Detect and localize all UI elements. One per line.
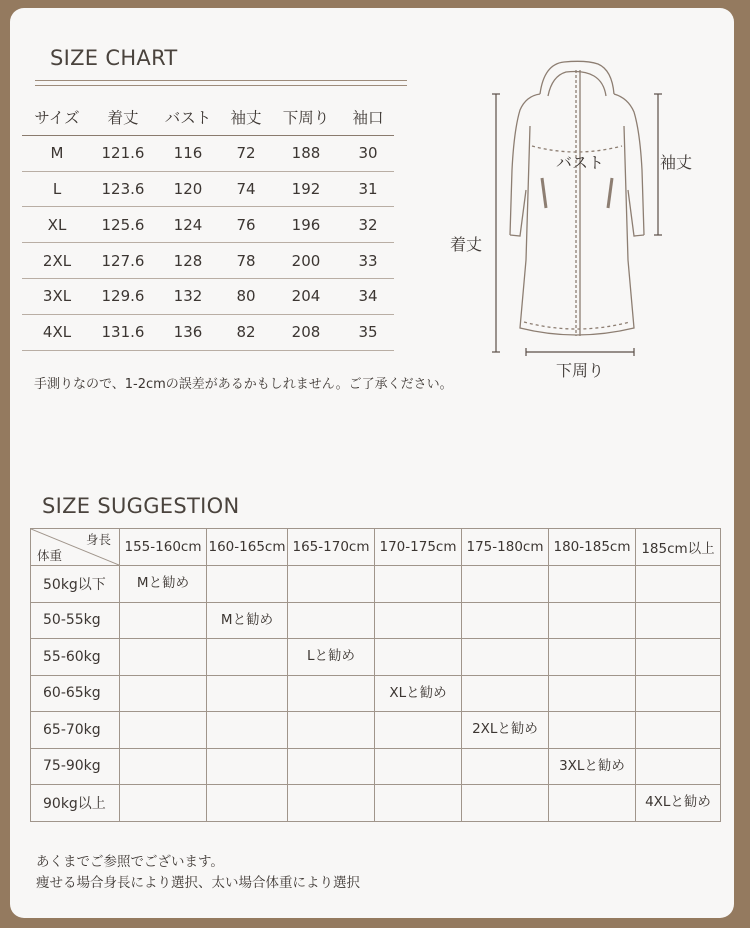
empty-cell <box>636 566 721 603</box>
size-chart-header-cell: サイズ <box>22 100 92 135</box>
empty-cell <box>207 712 288 749</box>
measurement-cell: 125.6 <box>92 207 154 243</box>
empty-cell <box>549 785 636 822</box>
empty-cell <box>120 712 207 749</box>
empty-cell <box>462 785 549 822</box>
empty-cell <box>462 748 549 785</box>
sleeve-length-label: 袖丈 <box>660 153 693 172</box>
empty-cell <box>549 602 636 639</box>
empty-cell <box>288 602 375 639</box>
empty-cell <box>375 712 462 749</box>
measurement-note: 手測りなので、1-2cmの誤差があるかもしれません。ご了承ください。 <box>34 377 453 392</box>
bust-label: バスト <box>556 153 605 172</box>
height-axis-label: 身長 <box>85 532 111 547</box>
measurement-cell: 188 <box>270 135 342 171</box>
size-chart-header-cell: バスト <box>154 100 222 135</box>
empty-cell <box>288 712 375 749</box>
measurement-cell: 132 <box>154 278 222 314</box>
size-chart-header-cell: 着丈 <box>92 100 154 135</box>
recommended-size-cell: Mと勧め <box>207 602 288 639</box>
weight-row-header: 65-70kg <box>31 712 120 749</box>
hood-outline <box>540 61 614 94</box>
measurement-cell: 128 <box>154 243 222 279</box>
weight-row <box>31 785 721 822</box>
measurement-cell: 208 <box>270 314 342 350</box>
weight-row <box>31 602 721 639</box>
empty-cell <box>120 639 207 676</box>
measurement-cell: 200 <box>270 243 342 279</box>
size-chart-row <box>22 314 394 350</box>
height-column-header: 155-160cm <box>120 529 207 566</box>
size-chart-row <box>22 278 394 314</box>
measurement-cell: 30 <box>342 135 394 171</box>
size-chart-header-cell: 袖口 <box>342 100 394 135</box>
left-sleeve-outline <box>510 94 540 235</box>
size-chart-row <box>22 171 394 207</box>
empty-cell <box>462 602 549 639</box>
weight-row-header: 60-65kg <box>31 675 120 712</box>
measurement-cell: 129.6 <box>92 278 154 314</box>
coat-diagram <box>486 60 716 380</box>
measurement-cell: 196 <box>270 207 342 243</box>
empty-cell <box>120 602 207 639</box>
empty-cell <box>462 639 549 676</box>
measurement-cell: 33 <box>342 243 394 279</box>
corner-header-cell <box>31 529 120 566</box>
empty-cell <box>636 712 721 749</box>
total-length-label: 着丈 <box>450 235 483 254</box>
size-label-cell: 4XL <box>22 314 92 350</box>
weight-row-header: 50-55kg <box>31 602 120 639</box>
measurement-cell: 136 <box>154 314 222 350</box>
measurement-cell: 204 <box>270 278 342 314</box>
measurement-cell: 192 <box>270 171 342 207</box>
size-chart-header-cell: 袖丈 <box>222 100 270 135</box>
recommended-size-cell: Mと勧め <box>120 566 207 603</box>
size-chart-header-row <box>22 100 394 135</box>
empty-cell <box>636 748 721 785</box>
measurement-cell: 31 <box>342 171 394 207</box>
weight-row-header: 75-90kg <box>31 748 120 785</box>
height-column-header: 160-165cm <box>207 529 288 566</box>
empty-cell <box>288 785 375 822</box>
size-suggestion-title: SIZE SUGGESTION <box>42 494 240 518</box>
empty-cell <box>288 566 375 603</box>
hem-label: 下周り <box>556 361 605 380</box>
measurement-cell: 120 <box>154 171 222 207</box>
size-label-cell: 3XL <box>22 278 92 314</box>
recommended-size-cell: 3XLと勧め <box>549 748 636 785</box>
empty-cell <box>120 675 207 712</box>
weight-row-header: 90kg以上 <box>31 785 120 822</box>
measurement-cell: 82 <box>222 314 270 350</box>
measurement-cell: 34 <box>342 278 394 314</box>
size-chart-row <box>22 135 394 171</box>
size-label-cell: M <box>22 135 92 171</box>
empty-cell <box>120 785 207 822</box>
measurement-cell: 35 <box>342 314 394 350</box>
empty-cell <box>549 675 636 712</box>
empty-cell <box>549 712 636 749</box>
weight-row <box>31 712 721 749</box>
height-column-header: 180-185cm <box>549 529 636 566</box>
suggestion-header-row <box>31 529 721 566</box>
empty-cell <box>636 675 721 712</box>
measurement-cell: 80 <box>222 278 270 314</box>
measurement-cell: 127.6 <box>92 243 154 279</box>
recommended-size-cell: 2XLと勧め <box>462 712 549 749</box>
size-chart-row <box>22 207 394 243</box>
weight-row <box>31 566 721 603</box>
measurement-cell: 76 <box>222 207 270 243</box>
height-column-header: 175-180cm <box>462 529 549 566</box>
measurement-cell: 116 <box>154 135 222 171</box>
height-column-header: 185cm以上 <box>636 529 721 566</box>
empty-cell <box>288 675 375 712</box>
measurement-cell: 131.6 <box>92 314 154 350</box>
measurement-cell: 32 <box>342 207 394 243</box>
weight-axis-label: 体重 <box>37 548 63 563</box>
weight-row <box>31 748 721 785</box>
empty-cell <box>207 639 288 676</box>
size-chart-title: SIZE CHART <box>50 46 178 70</box>
empty-cell <box>120 748 207 785</box>
measurement-cell: 121.6 <box>92 135 154 171</box>
weight-row <box>31 639 721 676</box>
measurement-cell: 74 <box>222 171 270 207</box>
weight-row-header: 55-60kg <box>31 639 120 676</box>
title-divider <box>35 80 407 86</box>
recommended-size-cell: Lと勧め <box>288 639 375 676</box>
reference-note: あくまでご参照でございます。 <box>36 854 224 870</box>
empty-cell <box>636 602 721 639</box>
size-label-cell: XL <box>22 207 92 243</box>
selection-note: 痩せる場合身長により選択、太い場合体重により選択 <box>36 875 360 891</box>
empty-cell <box>207 748 288 785</box>
empty-cell <box>207 566 288 603</box>
size-label-cell: L <box>22 171 92 207</box>
empty-cell <box>207 675 288 712</box>
empty-cell <box>288 748 375 785</box>
size-label-cell: 2XL <box>22 243 92 279</box>
measurement-cell: 72 <box>222 135 270 171</box>
empty-cell <box>462 566 549 603</box>
empty-cell <box>375 639 462 676</box>
empty-cell <box>375 748 462 785</box>
height-column-header: 165-170cm <box>288 529 375 566</box>
empty-cell <box>375 566 462 603</box>
measurement-cell: 123.6 <box>92 171 154 207</box>
recommended-size-cell: 4XLと勧め <box>636 785 721 822</box>
empty-cell <box>375 602 462 639</box>
right-sleeve-outline <box>614 94 644 235</box>
size-chart-table <box>22 100 394 351</box>
empty-cell <box>207 785 288 822</box>
height-column-header: 170-175cm <box>375 529 462 566</box>
measurement-cell: 78 <box>222 243 270 279</box>
empty-cell <box>549 566 636 603</box>
measurement-cell: 124 <box>154 207 222 243</box>
weight-row <box>31 675 721 712</box>
size-suggestion-table <box>30 528 721 822</box>
size-chart-header-cell: 下周り <box>270 100 342 135</box>
empty-cell <box>462 675 549 712</box>
empty-cell <box>375 785 462 822</box>
recommended-size-cell: XLと勧め <box>375 675 462 712</box>
size-chart-row <box>22 243 394 279</box>
weight-row-header: 50kg以下 <box>31 566 120 603</box>
empty-cell <box>549 639 636 676</box>
empty-cell <box>636 639 721 676</box>
